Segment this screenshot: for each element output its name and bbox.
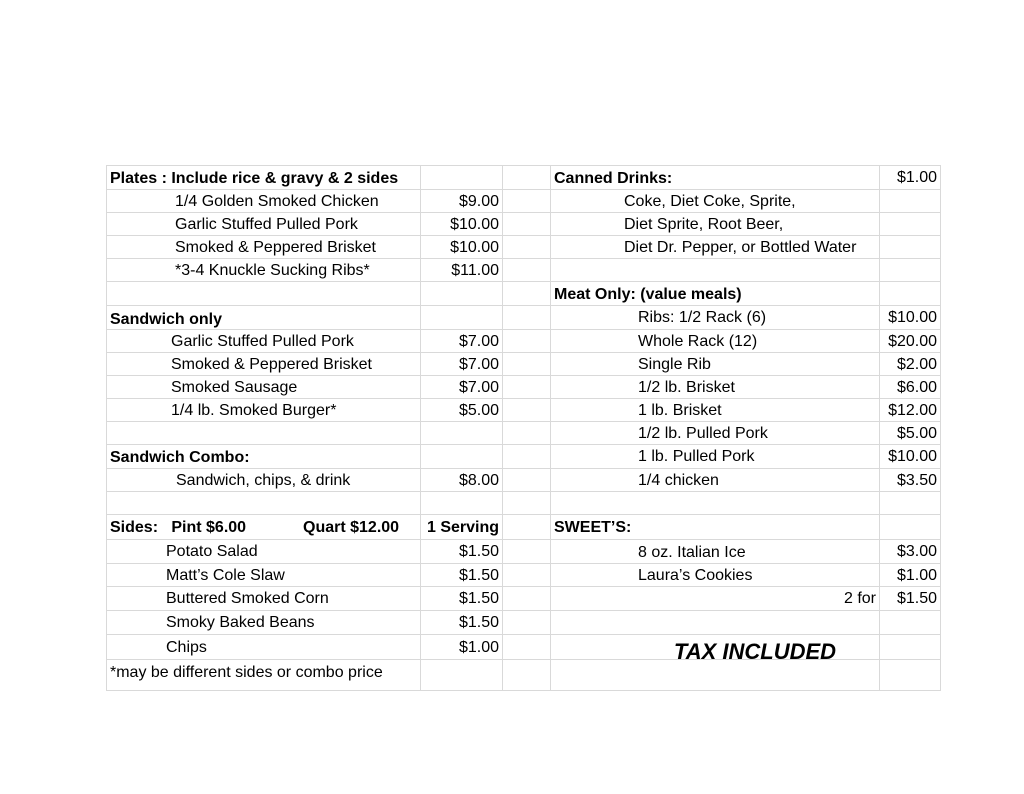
side-item-name: Buttered Smoked Corn <box>166 590 329 607</box>
combo-header: Sandwich Combo: <box>110 449 250 466</box>
plate-item-price: $10.00 <box>450 216 499 233</box>
drink-list-line: Diet Sprite, Root Beer, <box>624 216 784 233</box>
meat-item-price: $6.00 <box>896 379 937 396</box>
meat-item-name: 1/4 chicken <box>638 472 719 489</box>
side-item-price: $1.50 <box>458 543 499 560</box>
plate-item-price: $11.00 <box>451 262 499 279</box>
combo-item-price: $8.00 <box>458 472 499 489</box>
meat-item-name: Ribs: 1/2 Rack (6) <box>638 309 767 326</box>
sandwich-item-price: $5.00 <box>458 402 499 419</box>
meat-item-price: $5.00 <box>896 425 937 442</box>
meat-item-name: Whole Rack (12) <box>638 333 758 350</box>
sides-header-serving: 1 Serving <box>426 519 499 536</box>
deal-label: 2 for <box>843 590 876 607</box>
plate-item-price: $10.00 <box>450 239 499 256</box>
plate-item-price: $9.00 <box>458 193 499 210</box>
drinks-header: Canned Drinks: <box>554 170 673 187</box>
side-item-price: $1.50 <box>458 590 499 607</box>
meat-item-price: $2.00 <box>896 356 937 373</box>
side-item-price: $1.50 <box>458 614 499 631</box>
meat-item-name: 1 lb. Pulled Pork <box>638 448 755 465</box>
meat-item-price: $12.00 <box>888 402 937 419</box>
meat-item-price: $10.00 <box>888 448 937 465</box>
side-item-price: $1.00 <box>458 639 499 656</box>
sweet-item-price: $1.00 <box>896 567 937 584</box>
drink-list-line: Coke, Diet Coke, Sprite, <box>624 193 796 210</box>
sandwich-item-price: $7.00 <box>458 379 499 396</box>
side-item-price: $1.50 <box>458 567 499 584</box>
plate-item-name: 1/4 Golden Smoked Chicken <box>175 193 379 210</box>
side-item-name: Matt’s Cole Slaw <box>166 567 285 584</box>
sweets-header: SWEET’S: <box>554 519 632 536</box>
drinks-price: $1.00 <box>896 169 937 186</box>
sandwich-item-name: Smoked & Peppered Brisket <box>171 356 372 373</box>
side-item-name: Potato Salad <box>166 543 258 560</box>
meat-item-price: $3.50 <box>896 472 937 489</box>
sandwich-item-name: Garlic Stuffed Pulled Pork <box>171 333 354 350</box>
plate-item-name: *3-4 Knuckle Sucking Ribs* <box>175 262 370 279</box>
meat-item-price: $10.00 <box>888 309 937 326</box>
sides-header-quart: Quart $12.00 <box>303 519 400 536</box>
sides-header-label: Sides: Pint $6.00 <box>110 519 247 536</box>
drink-list-line: Diet Dr. Pepper, or Bottled Water <box>624 239 857 256</box>
footnote: *may be different sides or combo price <box>110 664 383 681</box>
sandwich-item-price: $7.00 <box>458 333 499 350</box>
sweet-item-name: 8 oz. Italian Ice <box>638 544 746 561</box>
sandwich-item-name: 1/4 lb. Smoked Burger* <box>171 402 337 419</box>
plates-header: Plates : Include rice & gravy & 2 sides <box>110 170 399 187</box>
sweet-item-price: $3.00 <box>896 543 937 560</box>
tax-note: TAX INCLUDED <box>673 639 837 664</box>
sandwich-header: Sandwich only <box>110 311 223 328</box>
sweet-item-name: Laura’s Cookies <box>638 567 753 584</box>
deal-price: $1.50 <box>896 590 937 607</box>
plate-item-name: Smoked & Peppered Brisket <box>175 239 376 256</box>
sandwich-item-price: $7.00 <box>458 356 499 373</box>
meat-item-name: 1/2 lb. Brisket <box>638 379 735 396</box>
meat-item-name: 1/2 lb. Pulled Pork <box>638 425 768 442</box>
combo-item-name: Sandwich, chips, & drink <box>176 472 351 489</box>
meat-item-name: 1 lb. Brisket <box>638 402 722 419</box>
sandwich-item-name: Smoked Sausage <box>171 379 298 396</box>
plate-item-name: Garlic Stuffed Pulled Pork <box>175 216 358 233</box>
meat-item-price: $20.00 <box>888 333 937 350</box>
side-item-name: Chips <box>166 639 207 656</box>
meat-header: Meat Only: (value meals) <box>554 286 742 303</box>
meat-item-name: Single Rib <box>638 356 711 373</box>
side-item-name: Smoky Baked Beans <box>166 614 315 631</box>
